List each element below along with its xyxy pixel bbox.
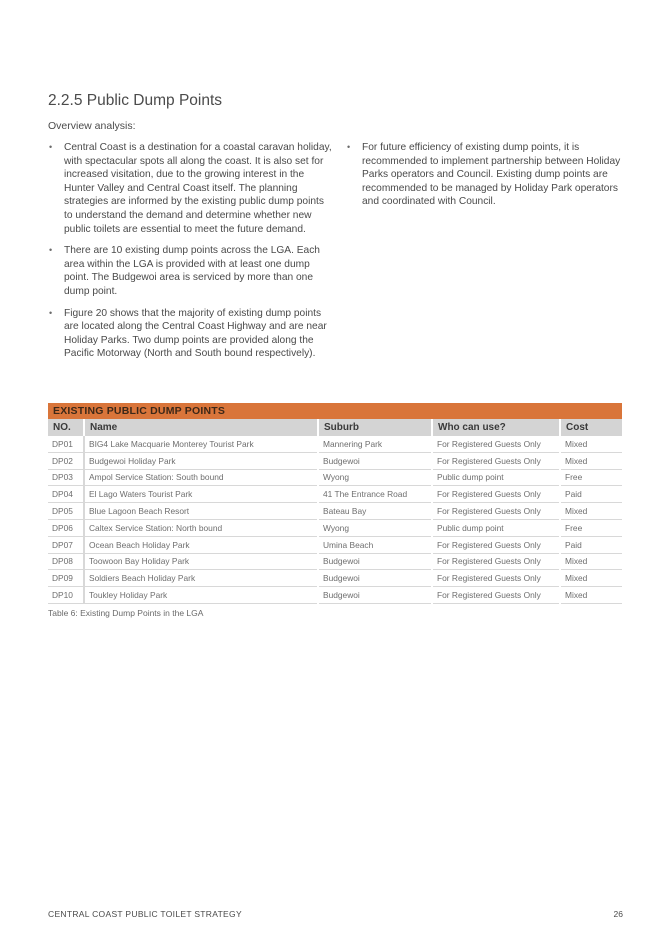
table-row [48, 587, 622, 604]
cell-who-can-use: For Registered Guests Only [432, 570, 560, 587]
cell-cost: Mixed [560, 570, 622, 587]
bullet-dot-icon: • [49, 142, 53, 152]
table-body [48, 436, 622, 603]
cell-no: DP02 [48, 452, 84, 469]
cell-name: Blue Lagoon Beach Resort [84, 503, 318, 520]
table-row [48, 519, 622, 536]
cell-who-can-use: Public dump point [432, 469, 560, 486]
cell-name: Ampol Service Station: South bound [84, 469, 318, 486]
header-who-can-use: Who can use? [432, 419, 560, 436]
cell-cost: Free [560, 519, 622, 536]
table-row [48, 452, 622, 469]
cell-who-can-use: For Registered Guests Only [432, 553, 560, 570]
cell-cost: Mixed [560, 452, 622, 469]
table-row [48, 570, 622, 587]
bullet-item [48, 141, 332, 236]
cell-cost: Free [560, 469, 622, 486]
header-suburb: Suburb [318, 419, 432, 436]
cell-who-can-use: Public dump point [432, 519, 560, 536]
cell-suburb: Budgewoi [318, 452, 432, 469]
cell-no: DP03 [48, 469, 84, 486]
table-header-row [48, 419, 622, 436]
cell-cost: Mixed [560, 587, 622, 604]
cell-suburb: Bateau Bay [318, 503, 432, 520]
cell-suburb: Wyong [318, 519, 432, 536]
dump-points-table-block [48, 403, 622, 604]
cell-no: DP04 [48, 486, 84, 503]
table-row [48, 503, 622, 520]
bullet-text: Figure 20 shows that the majority of existing dump points are located along the Central Coast Highway and are near Holiday Parks. Two dump points are provided along the Pacific Motorway (North and South bound respectively). [64, 307, 327, 360]
cell-who-can-use: For Registered Guests Only [432, 452, 560, 469]
footer-title: CENTRAL COAST PUBLIC TOILET STRATEGY [48, 909, 242, 919]
table-row [48, 553, 622, 570]
left-column [48, 141, 332, 369]
cell-no: DP05 [48, 503, 84, 520]
cell-no: DP06 [48, 519, 84, 536]
header-cost: Cost [560, 419, 622, 436]
table-row [48, 486, 622, 503]
cell-suburb: Wyong [318, 469, 432, 486]
table-row [48, 469, 622, 486]
cell-who-can-use: For Registered Guests Only [432, 486, 560, 503]
section-heading: 2.2.5 Public Dump Points [48, 92, 223, 109]
cell-no: DP01 [48, 436, 84, 452]
page-number: 26 [613, 909, 623, 919]
cell-suburb: Mannering Park [318, 436, 432, 452]
bullet-text: There are 10 existing dump points across the LGA. Each area within the LGA is provided with at least one dump point. The Budgewoi area is serviced by more than one dump point. [64, 245, 320, 297]
right-bullet-list [346, 141, 628, 209]
cell-name: Ocean Beach Holiday Park [84, 536, 318, 553]
cell-who-can-use: For Registered Guests Only [432, 436, 560, 452]
cell-cost: Paid [560, 486, 622, 503]
bullet-text: For future efficiency of existing dump points, it is recommended to implement partnership between Holiday Parks operators and Council. Existing dump points are recommended to be managed by Holiday Park operators and coordinated with Council. [362, 142, 621, 208]
cell-who-can-use: For Registered Guests Only [432, 536, 560, 553]
left-bullet-list [48, 141, 332, 361]
cell-name: Toukley Holiday Park [84, 587, 318, 604]
cell-suburb: 41 The Entrance Road [318, 486, 432, 503]
cell-suburb: Budgewoi [318, 570, 432, 587]
bullet-text: Central Coast is a destination for a coastal caravan holiday, with spectacular spots all along the coast. It is also set for increased visitation, due to the growing interest in the Hunter Valley and Central Coast itself. The planning strategies are informed by the existing public dump points to understand the demand and determine whether new public toilets are essential to meet the future demand. [64, 142, 332, 235]
cell-name: El Lago Waters Tourist Park [84, 486, 318, 503]
cell-cost: Mixed [560, 436, 622, 452]
cell-name: Caltex Service Station: North bound [84, 519, 318, 536]
cell-cost: Paid [560, 536, 622, 553]
cell-who-can-use: For Registered Guests Only [432, 587, 560, 604]
cell-no: DP08 [48, 553, 84, 570]
table-caption: Table 6: Existing Dump Points in the LGA [48, 608, 204, 618]
cell-suburb: Umina Beach [318, 536, 432, 553]
cell-suburb: Budgewoi [318, 553, 432, 570]
cell-name: Budgewoi Holiday Park [84, 452, 318, 469]
cell-no: DP09 [48, 570, 84, 587]
bullet-dot-icon: • [347, 142, 351, 152]
header-no: NO. [48, 419, 84, 436]
bullet-item [346, 141, 628, 209]
cell-no: DP07 [48, 536, 84, 553]
bullet-dot-icon: • [49, 307, 53, 318]
cell-name: Toowoon Bay Holiday Park [84, 553, 318, 570]
table-row [48, 436, 622, 452]
cell-name: Soldiers Beach Holiday Park [84, 570, 318, 587]
cell-who-can-use: For Registered Guests Only [432, 503, 560, 520]
cell-cost: Mixed [560, 503, 622, 520]
overview-subheading: Overview analysis: [48, 120, 136, 132]
header-name: Name [84, 419, 318, 436]
cell-no: DP10 [48, 587, 84, 604]
bullet-item [48, 244, 332, 298]
bullet-dot-icon: • [49, 245, 53, 256]
right-column [346, 141, 628, 217]
table-title: EXISTING PUBLIC DUMP POINTS [48, 403, 622, 419]
dump-points-table [48, 419, 622, 604]
cell-name: BIG4 Lake Macquarie Monterey Tourist Park [84, 436, 318, 452]
bullet-item [48, 307, 332, 361]
cell-cost: Mixed [560, 553, 622, 570]
table-row [48, 536, 622, 553]
cell-suburb: Budgewoi [318, 587, 432, 604]
